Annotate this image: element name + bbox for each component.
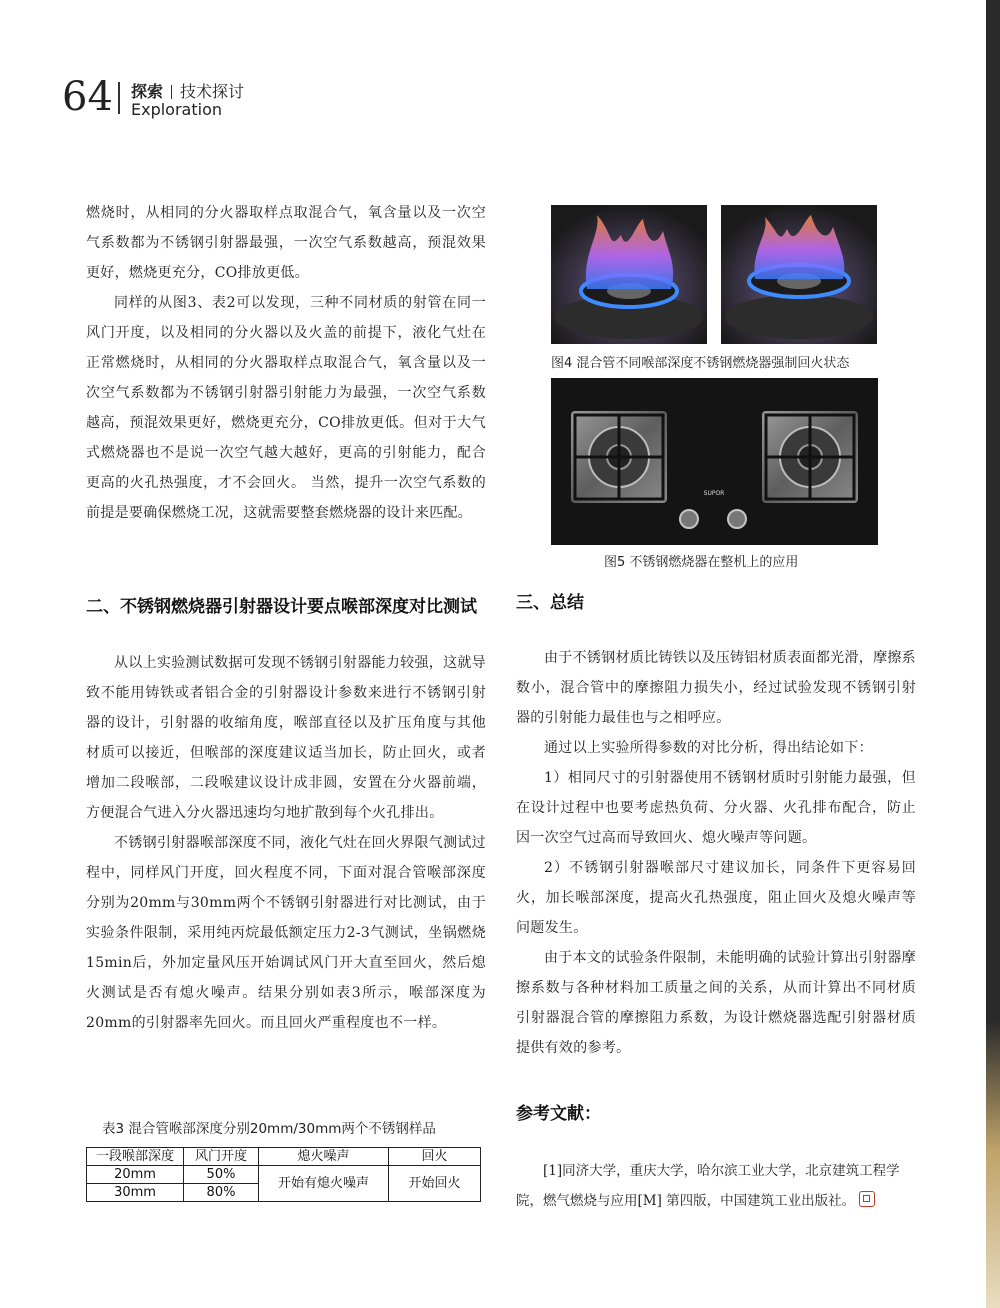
brand-logo: SUPOR (703, 490, 725, 497)
section-heading-3: 三、总结 (516, 593, 584, 613)
paragraph: 不锈钢引射器喉部深度不同，液化气灶在回火界限气测试过程中，同样风门开度，回火程度不同，下面对混合管喉部深度分别为20mm与30mm两个不锈钢引射器进行对比测试，由于实验条件限制，采用纯丙烷最低额定压力2-3气测试，坐锅燃烧15min后，外加定量风压开始调试风门开大直至回火，然后熄火测试是否有熄火噪声。结果分别如表3所示，喉部深度为20mm的引射器率先回火。而且回火严重程度也不一样。 (86, 835, 486, 1031)
paragraph: 通过以上实验所得参数的对比分析，得出结论如下： (544, 740, 873, 756)
table-header-cell: 风门开度 (184, 1148, 259, 1166)
references-heading: 参考文献： (516, 1104, 601, 1124)
reference-list (516, 1156, 916, 1216)
paragraph: 从以上实验测试数据可发现不锈钢引射器能力较强，这就导致不能用铸铁或者铝合金的引射器设计参数来进行不锈钢引射器的设计，引射器的收缩角度，喉部直径以及扩压角度与其他材质可以接近，但喉部的深度建议适当加长，防止回火，或者增加二段喉部，二段喉建议设计成非圆，安置在分火器前端，方便混合气进入分火器迅速均匀地扩散到每个火孔排出。 (86, 655, 486, 821)
figure-4-photo-left (551, 205, 707, 344)
table-header-cell: 熄火噪声 (259, 1148, 389, 1166)
left-column-top (86, 198, 486, 528)
right-column-text (516, 643, 916, 1063)
paragraph: 由于本文的试验条件限制，未能明确的试验计算出引射器摩擦系数与各种材料加工质量之间的关系，从而计算出不同材质引射器混合管的摩擦阻力系数，为设计燃烧器选配引射器材质提供有效的参考。 (516, 950, 916, 1056)
paragraph: 1）相同尺寸的引射器使用不锈钢材质时引射能力最强，但在设计过程中也要考虑热负荷、分火器、火孔排布配合，防止因一次空气过高而导致回火、熄火噪声等问题。 (516, 770, 916, 846)
figure-5-caption: 图5 不锈钢燃烧器在整机上的应用 (604, 555, 799, 570)
table-caption: 表3 混合管喉部深度分别20mm/30mm两个不锈钢样品 (102, 1121, 436, 1137)
paragraph: 燃烧时，从相同的分火器取样点取混合气，氧含量以及一次空气系数都为不锈钢引射器最强，一次空气系数越高，预混效果更好，燃烧更充分，CO排放更低。 (86, 205, 486, 281)
table-cell: 开始有熄火噪声 (259, 1166, 389, 1202)
table-cell: 开始回火 (389, 1166, 481, 1202)
page-edge-decoration (986, 0, 1000, 1308)
end-mark-icon (859, 1191, 875, 1207)
table-cell: 50% (184, 1166, 259, 1184)
reference-text: [1]同济大学，重庆大学，哈尔滨工业大学，北京建筑工程学院，燃气燃烧与应用[M] 第四版，中国建筑工业出版社。 (516, 1163, 900, 1209)
table-header-cell: 一段喉部深度 (87, 1148, 184, 1166)
table-header-cell: 回火 (389, 1148, 481, 1166)
section-heading-2: 二、不锈钢燃烧器引射器设计要点喉部深度对比测试 (86, 597, 477, 617)
section-separator (171, 85, 172, 99)
table-header-row (87, 1148, 481, 1166)
page-number: 64 (62, 74, 113, 120)
figure-5-photo (551, 378, 878, 545)
figure-4-caption: 图4 混合管不同喉部深度不锈钢燃烧器强制回火状态 (551, 356, 850, 371)
table-3 (86, 1147, 481, 1202)
table-row (87, 1166, 481, 1184)
paragraph: 同样的从图3、表2可以发现，三种不同材质的射管在同一风门开度，以及相同的分火器以及火盖的前提下，液化气灶在正常燃烧时，从相同的分火器取样点取混合气，氧含量以及一次空气系数都为不锈钢引射器引射能力为最强，一次空气系数越高，预混效果更好，燃烧更充分，CO排放更低。但对于大气式燃烧器也不是说一次空气越大越好，更高的引射能力，配合更高的火孔热强度，才不会回火。 当然，提升一次空气系数的前提是要确保燃烧工况，这就需要整套燃烧器的设计来匹配。 (86, 295, 486, 521)
paragraph: 由于不锈钢材质比铸铁以及压铸铝材质表面都光滑，摩擦系数小，混合管中的摩擦阻力损失小，经过试验发现不锈钢引射器的引射能力最佳也与之相呼应。 (516, 650, 916, 726)
table-cell: 80% (184, 1184, 259, 1202)
section-title (131, 79, 244, 102)
section-subtitle: 技术探讨 (180, 82, 245, 101)
table-cell: 20mm (87, 1166, 184, 1184)
reference-item (516, 1156, 916, 1216)
header-divider (118, 82, 120, 114)
table-cell: 30mm (87, 1184, 184, 1202)
figure-4-photo-right (721, 205, 877, 344)
section-english: Exploration (131, 100, 222, 119)
section-name: 探索 (131, 82, 164, 101)
paragraph: 2）不锈钢引射器喉部尺寸建议加长，同条件下更容易回火，加长喉部深度，提高火孔热强度，阻止回火及熄火噪声等问题发生。 (516, 860, 916, 936)
left-column-bottom (86, 648, 486, 1038)
